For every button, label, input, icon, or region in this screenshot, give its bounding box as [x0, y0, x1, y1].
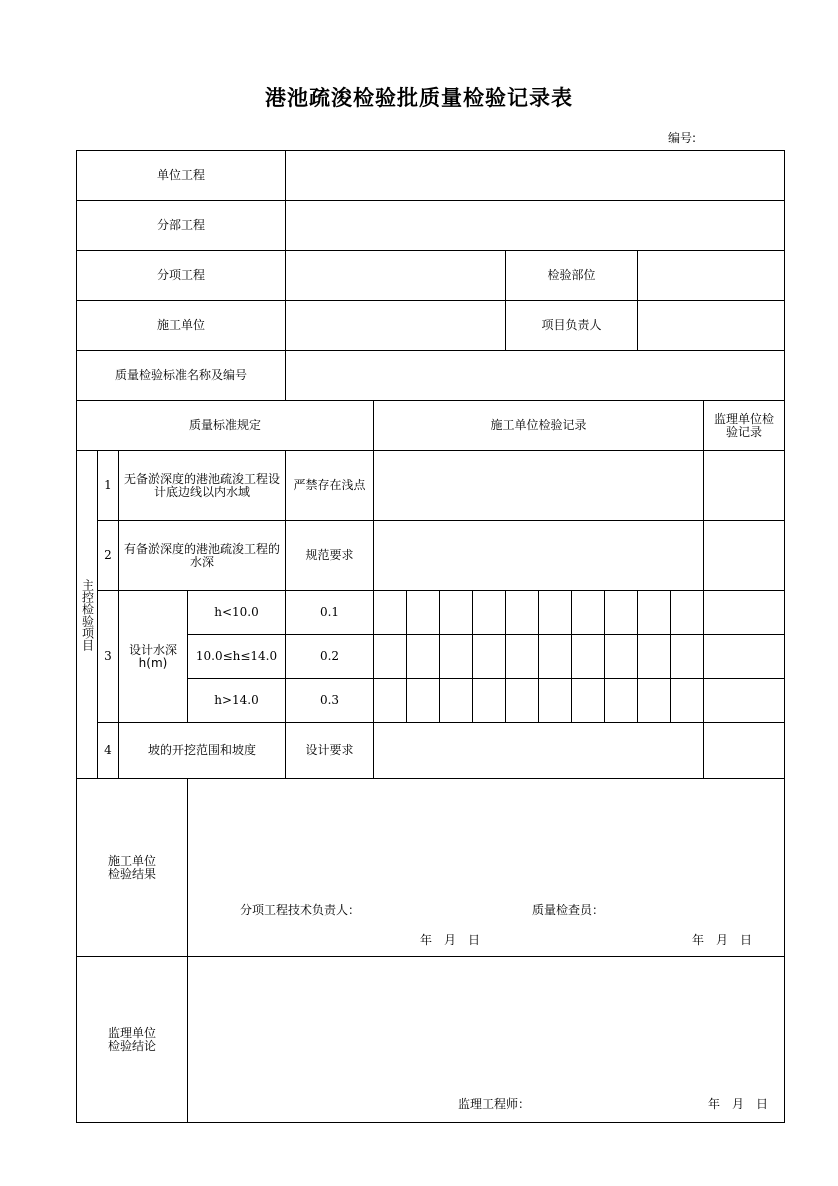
subitem-project-field[interactable]	[286, 251, 506, 301]
construction-result-label	[77, 779, 188, 957]
project-manager-field[interactable]	[638, 301, 785, 351]
measure-cell[interactable]	[638, 679, 671, 723]
subitem-project-label: 分项工程	[77, 251, 286, 301]
tech-lead-label: 分项工程技术负责人：	[240, 903, 361, 917]
item-requirement: 规范要求	[286, 521, 374, 591]
measure-cell[interactable]	[605, 635, 638, 679]
measure-cell[interactable]	[407, 635, 440, 679]
supervision-conclusion-label	[77, 957, 188, 1123]
depth-tolerance: 0.1	[286, 591, 374, 635]
measure-cell[interactable]	[572, 635, 605, 679]
unit-project-field[interactable]	[286, 151, 785, 201]
inspection-form-table	[76, 150, 785, 1123]
measure-cell[interactable]	[506, 591, 539, 635]
supervision-record-field[interactable]	[704, 451, 785, 521]
measure-cell[interactable]	[539, 591, 572, 635]
main-control-label: 主控检验项目	[80, 578, 95, 651]
supervision-record-field[interactable]	[704, 679, 785, 723]
date-label: 年 月 日	[708, 1097, 769, 1111]
measure-cell[interactable]	[407, 591, 440, 635]
measure-cell[interactable]	[539, 679, 572, 723]
division-project-field[interactable]	[286, 201, 785, 251]
measure-cell[interactable]	[440, 591, 473, 635]
construction-record-field[interactable]	[374, 521, 704, 591]
engineer-label: 监理工程师：	[458, 1097, 531, 1111]
measure-cell[interactable]	[374, 679, 407, 723]
measure-cell[interactable]	[638, 591, 671, 635]
measure-cell[interactable]	[440, 635, 473, 679]
measure-cell[interactable]	[374, 591, 407, 635]
inspection-location-field[interactable]	[638, 251, 785, 301]
measure-cell[interactable]	[473, 591, 506, 635]
measure-cell[interactable]	[473, 679, 506, 723]
measure-cell[interactable]	[506, 679, 539, 723]
unit-project-label: 单位工程	[77, 151, 286, 201]
measure-cell[interactable]	[506, 635, 539, 679]
supervision-conclusion-field[interactable]	[188, 957, 785, 1123]
inspector-label: 质量检查员：	[532, 903, 605, 917]
item-text: 无备淤深度的港池疏浚工程设计底边线以内水域	[119, 451, 286, 521]
construction-unit-field[interactable]	[286, 301, 506, 351]
code-label: 编号:	[668, 131, 697, 145]
construction-unit-label: 施工单位	[77, 301, 286, 351]
item-text: 坡的开挖范围和坡度	[119, 723, 286, 779]
construction-result-field[interactable]	[188, 779, 785, 957]
depth-range: h<10.0	[188, 591, 286, 635]
measure-cell[interactable]	[572, 679, 605, 723]
division-project-label: 分部工程	[77, 201, 286, 251]
project-manager-label: 项目负责人	[506, 301, 638, 351]
item-requirement: 设计要求	[286, 723, 374, 779]
supervision-record-field[interactable]	[704, 521, 785, 591]
measure-cell[interactable]	[671, 635, 704, 679]
quality-standard-header: 质量标准规定	[77, 401, 374, 451]
depth-tolerance: 0.2	[286, 635, 374, 679]
measure-cell[interactable]	[473, 635, 506, 679]
main-control-label-cell	[77, 451, 98, 779]
depth-tolerance: 0.3	[286, 679, 374, 723]
construction-result-label-text: 施工单位检验结果	[107, 853, 156, 881]
standard-name-field[interactable]	[286, 351, 785, 401]
construction-record-field[interactable]	[374, 451, 704, 521]
page-title: 港池疏浚检验批质量检验记录表	[265, 86, 573, 110]
measure-cell[interactable]	[605, 679, 638, 723]
measure-cell[interactable]	[638, 635, 671, 679]
depth-range: h>14.0	[188, 679, 286, 723]
measure-cell[interactable]	[440, 679, 473, 723]
construction-record-field[interactable]	[374, 723, 704, 779]
standard-name-label: 质量检验标准名称及编号	[77, 351, 286, 401]
inspection-location-label: 检验部位	[506, 251, 638, 301]
item-no: 2	[98, 521, 119, 591]
depth-range: 10.0≤h≤14.0	[188, 635, 286, 679]
item-no: 4	[98, 723, 119, 779]
supervision-record-field[interactable]	[704, 635, 785, 679]
item-text: 有备淤深度的港池疏浚工程的水深	[119, 521, 286, 591]
measure-cell[interactable]	[539, 635, 572, 679]
measure-cell[interactable]	[572, 591, 605, 635]
measure-cell[interactable]	[407, 679, 440, 723]
supervision-record-field[interactable]	[704, 591, 785, 635]
item-text: 设计水深h(m)	[119, 591, 188, 723]
item-no: 3	[98, 591, 119, 723]
measure-cell[interactable]	[671, 679, 704, 723]
date-label: 年 月 日	[692, 933, 753, 947]
item-requirement: 严禁存在浅点	[286, 451, 374, 521]
construction-record-header: 施工单位检验记录	[374, 401, 704, 451]
date-label: 年 月 日	[420, 933, 481, 947]
supervision-record-field[interactable]	[704, 723, 785, 779]
measure-cell[interactable]	[374, 635, 407, 679]
item-no: 1	[98, 451, 119, 521]
measure-cell[interactable]	[671, 591, 704, 635]
supervision-record-header: 监理单位检验记录	[704, 401, 785, 451]
measure-cell[interactable]	[605, 591, 638, 635]
supervision-conclusion-label-text: 监理单位检验结论	[107, 1025, 156, 1053]
